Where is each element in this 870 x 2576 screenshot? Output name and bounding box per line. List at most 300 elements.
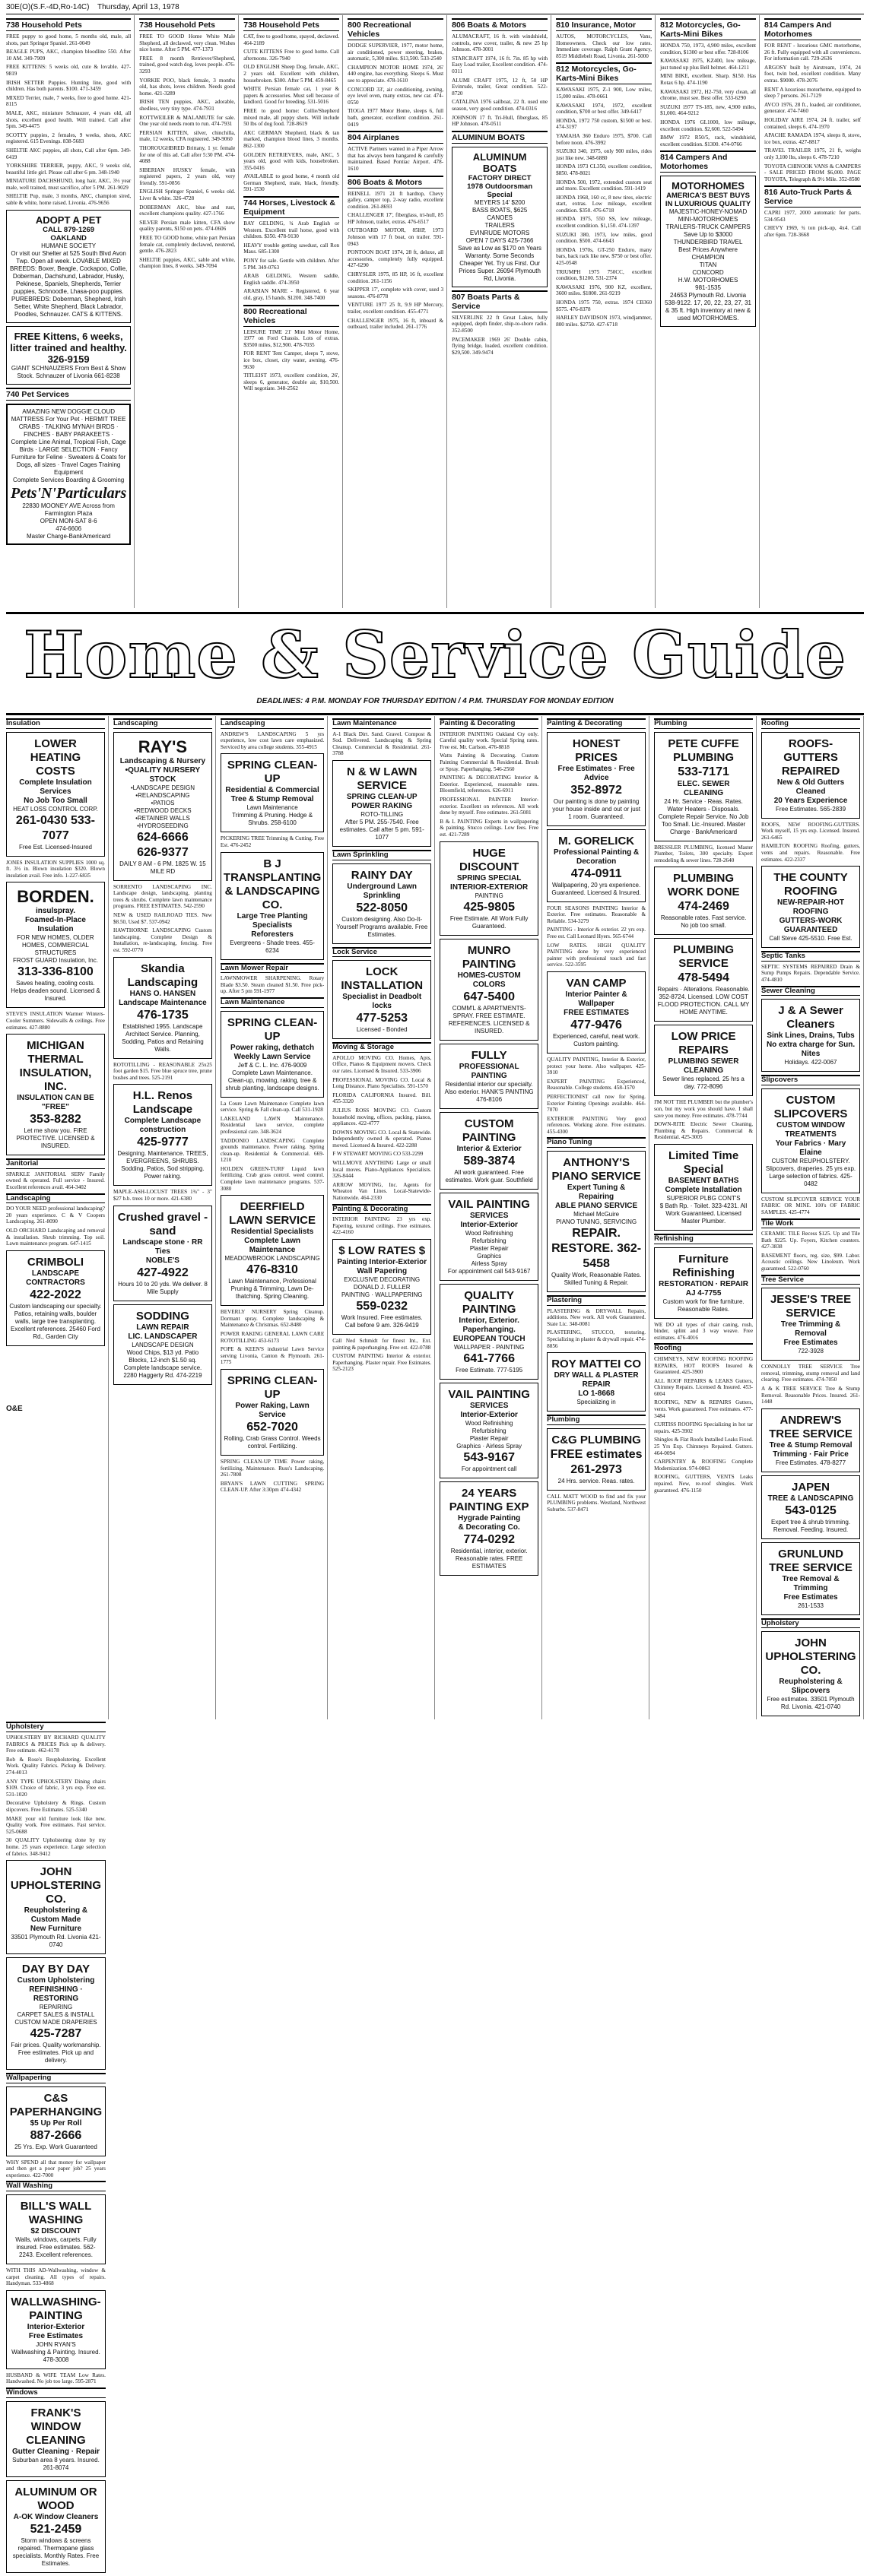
service-ad-line: Residential Specialists [230, 1228, 314, 1237]
classified-ad: FREE 8 month Retriever/Shepherd, trained, good watch dog, loves people. 476-3293 [139, 55, 236, 74]
classified-ad: TRAVEL TRAILER 1975, 21 ft, weighs only 3,100 lbs, sleeps 6. 478-7210 [764, 147, 861, 160]
service-ad-line: Graphics · Airless Spray [456, 1442, 522, 1450]
service-ad-body: Rolling, Crab Grass Control. Weeds control. Fertilizing. [224, 1435, 321, 1450]
service-ad-body: CUSTOM REUPHOLSTERY. Slipcovers, draperies. 25 yrs exp. Large selection of fabrics. 425-0482 [765, 1157, 856, 1187]
category-heading: Painting & Decorating [440, 718, 538, 729]
service-ad-line: Expert Tuning & Repairing [567, 1183, 626, 1202]
service-ad-line: Tree Trimming & Removal [780, 1320, 841, 1339]
service-ad-line: 887-2666 [30, 2128, 82, 2142]
service-ad-line: ANDREW'S TREE SERVICE [769, 1413, 853, 1440]
service-ad-line: PETE CUFFE PLUMBING [668, 737, 739, 764]
service-ad-body: Established 1955. Landscape Architect Service. Planning, Sodding, Patios and Retaining Walls. [122, 1022, 204, 1053]
service-ad-line: No Job Too Small [24, 796, 87, 805]
service-ad-line: insulspray. [35, 907, 75, 916]
pets-n-particulars-ad [6, 404, 131, 545]
service-ad-body: Free estimates. 33501 Plymouth Rd. Livonia. 421-0740 [767, 1696, 855, 1711]
service-ad-line: FOR NEW HOMES, OLDER HOMES, COMMERCIAL STRUCTURES [17, 934, 94, 957]
service-ad: HAWTHORNE LANDSCAPING Custom landscaping. Complete Design & Installation, re-landscaping, fencing. Free est. 592-0770 [113, 927, 212, 953]
service-ad-line: ANTHONY'S PIANO SERVICE [551, 1156, 641, 1183]
service-display-ad [761, 866, 860, 948]
service-display-ad [547, 1428, 646, 1491]
classified-ad: IRISH TEN puppies, AKC, adorable, shedless, very tiny type. 474-7931 [139, 99, 236, 112]
service-ad-line: Free Estimates [783, 1592, 838, 1602]
service-display-ad [761, 999, 860, 1072]
service-display-ad [440, 1481, 538, 1576]
service-ad-line: Reforesters [251, 930, 294, 939]
service-ad-line: LANDSCAPE CONTRACTORS [26, 1269, 85, 1287]
category-heading: Landscaping [113, 718, 212, 729]
service-ad: INTERIOR PAINTING 23 yrs exp. Papering, textured ceilings. Free estimates. 422-4160 [332, 1216, 432, 1236]
guide-column [6, 716, 109, 1719]
pet-shop-logo: Pets'N'Particulars [11, 484, 127, 502]
service-ad: SPRING CLEAN-UP TIME Power raking, fertilizing, Maintenance. Russ's Landscaping. 261-7808 [220, 1459, 325, 1478]
service-ad-line: CARPET SALES & INSTALL [17, 2011, 95, 2019]
service-ad-line: Foamed-In-Place Insulation [24, 916, 86, 934]
classified-ad: CHEVY 1969, ¾ ton pick-up, 4x4. Call after 6pm. 728-3668 [764, 225, 861, 239]
service-ad-line: Tree Removal & Trimming [782, 1574, 840, 1592]
service-ad: LAWNMOWER SHARPENING. Rotary Blade $3.50. Steam cleaned $1.50. Free pick-up. After 5 pm 591-1977 [220, 975, 325, 995]
classified-ad: ACTIVE Partners wanted in a Piper Arrow that has always been hangared & carefully maintained. Based Pontiac Airport. 478-1610 [348, 146, 444, 172]
service-display-ad [761, 732, 860, 819]
service-ad-line: Power raking, dethatch [230, 1043, 315, 1052]
service-ad-line: Underground Lawn Sprinkling [347, 882, 418, 900]
service-display-ad [761, 1475, 860, 1539]
service-ad-line: 477-9476 [570, 1018, 622, 1031]
service-ad-line: Reupholstering & Slipcovers [779, 1678, 843, 1696]
service-ad-line: ALUMINUM OR WOOD [14, 2485, 97, 2512]
service-ad-line: SERVICES [469, 1211, 509, 1220]
service-ad-body: All work guaranteed. Free estimates. Work guar. Southfield [445, 1168, 533, 1183]
classified-ad: RENT A luxurious motorhome, equipped to sleep 7 persons. 261-7129 [764, 86, 861, 100]
display-ad-line: CALL 879-1269 [43, 225, 95, 234]
service-ad-body: Suburban area 8 years. Insured. 261-8074 [12, 2456, 100, 2471]
classified-ad: VENTURE 1977 25 ft, 9.9 HP Mercury, trailer, excellent condition. 455-4771 [348, 302, 444, 315]
display-ad-line: OAKLAND [50, 233, 87, 242]
display-ad-line: HUMANE SOCIETY [41, 242, 97, 249]
classified-ad: CATALINA 1976 sailboat, 22 ft. used one season, very good condition. 474-0316 [452, 99, 548, 112]
display-ad-line: TRAILERS [484, 221, 515, 229]
service-ad: BRYAN'S LAWN CUTTING SPRING CLEAN-UP. After 3:30pm 474-4342 [220, 1480, 325, 1494]
service-ad-line: EXCLUSIVE DECORATING [344, 1276, 421, 1283]
service-ad-line: 427-4922 [137, 1266, 189, 1279]
service-display-ad [221, 753, 324, 832]
service-ad: MAKE your old furniture look like new. Quality work. Free estimates. Fast service. 525-0688 [6, 1815, 106, 1835]
service-display-ad [113, 957, 212, 1059]
classified-ad: ALUMACRAFT, 16 ft. with windshield, controls, new cover, trailer, & new 25 hp Johnson. 478-3001 [452, 33, 548, 53]
service-ad-body: Storm windows & screens repaired. Thermopane glass specialists. Monthly Rates. Free Estimates. [12, 2536, 100, 2567]
service-ad-line: VAN CAMP [566, 976, 627, 990]
service-ad-line: 521-2459 [30, 2522, 82, 2536]
service-ad-line: Interior & Exterior [456, 1144, 522, 1153]
service-display-ad [6, 2086, 106, 2156]
display-ad-line: ADOPT A PET [35, 214, 102, 226]
service-ad: Watts Painting & Decorating. Custom Painting Commercial & Residential. Brush or Spray. Paperhanging. 546-2560 [440, 753, 539, 772]
service-display-ad [440, 1044, 538, 1109]
section-heading: 806 Boats & Motors [452, 18, 548, 31]
service-ad-line: LOWER HEATING COSTS [30, 737, 81, 778]
service-ad-line: FRANK'S WINDOW CLEANING [26, 2406, 86, 2447]
service-ad-line: ROTO-TILLING [360, 810, 404, 818]
classified-ad: ALUMI CRAFT 1975, 12 ft, 50 HP Evinrude, trailer, Great condition. 522-8720 [452, 77, 548, 97]
service-ad-body: $ Bath Rp. · Toilet. 323-4231. All Work Guaranteed. Licensed Master Plumber. [659, 1202, 748, 1225]
service-display-ad [332, 1239, 431, 1335]
category-heading: Septic Tanks [761, 951, 860, 962]
service-ad-line: PLUMBING SERVICE [673, 943, 735, 971]
service-ad-line: 425-9777 [137, 1136, 189, 1149]
category-heading: Piano Tuning [547, 1137, 646, 1148]
section-heading: 812 Motorcycles, Go-Karts-Mini Bikes [660, 18, 756, 40]
service-ad-line: LIC. LANDSCAPER [128, 1332, 198, 1341]
service-ad: A-1 Black Dirt. Sand. Gravel. Compost & Sod. Delivered. Landscaping & Spring Cleanup. Commercial & Residential. 261-3788 [332, 730, 432, 757]
service-ad-line: 477-5253 [356, 1012, 408, 1025]
service-ad: PERFECTIONIST call now for Spring. Exterior Painting Openings available. 464-7070 [547, 1093, 646, 1114]
service-ad: FOUR SEASONS PAINTING Interior & Exterior. Free estimates. Reasonable & Reliable. 534-3279 [547, 905, 646, 924]
service-display-ad [6, 732, 105, 857]
classified-ad: SILVER Persian male kitten, CFA show quality parents, $150 on pets. 474-0606 [139, 219, 236, 233]
service-ad: BASEMENT floors, reg. size, $99. Labor. Acoustic ceilings. New Linoleum. Work guaranteed. 522-0760 [761, 1252, 860, 1272]
service-ad-body: Experienced, careful, neat work. Custom painting. [552, 1032, 640, 1047]
service-ad-line: 24 YEARS PAINTING EXP [449, 1486, 529, 1513]
category-heading: Lawn Sprinkling [332, 850, 431, 860]
guide-column [332, 716, 435, 1719]
service-ad-line: MICHIGAN THERMAL INSULATION, INC. [19, 1039, 92, 1094]
display-ad-line: TITAN [699, 261, 717, 269]
service-ad: ROOFING, GUTTERS, VENTS Leaks repaired. New, re-roof shingles. Work guaranteed. 476-1150 [654, 1474, 754, 1494]
classified-ad: MINIATURE DACHSHUND, long hair, AKC, 3½ year male, well trained, must sacrifice, after 5 PM. 261-9029 [6, 178, 132, 191]
section-heading: 816 Auto-Truck Parts & Service [764, 185, 861, 208]
service-ad: PLASTERING, STUCCO, texturing. Specializing in plaster & drywall repair. 474-8856 [547, 1329, 646, 1349]
classified-column [348, 15, 447, 608]
classified-ad: HEAVY trouble getting sawdust, call Ron Maus. 685-1300 [243, 242, 340, 255]
classified-ad: OUTBOARD MOTOR, 85HP, 1973 Johnson with 17 ft boat, on trailer. 591-0943 [348, 227, 444, 247]
service-ad-line: 559-0232 [356, 1300, 408, 1313]
classified-ad: MIXED Terrier, male, 7 weeks, free to good home. 421-8115 [6, 94, 132, 108]
service-ad: PLASTERING & DRYWALL Repairs, additions. New work. All work Guaranteed. State Lic. 348-0081 [547, 1307, 646, 1327]
service-ad-line: Free Estimates [783, 1339, 838, 1348]
page-header-strip [6, 3, 864, 14]
service-ad: DOWNS MOVING CO. Local & Statewide. Independently owned & operated. Pianos moved. Licensed & Insured. 422-2288 [332, 1129, 432, 1149]
service-ad-line: SPRING CLEAN-UP [227, 1374, 318, 1401]
service-display-ad [654, 1247, 753, 1319]
category-heading: Wallpapering [6, 2073, 106, 2083]
classified-column [139, 15, 239, 608]
service-ad-body: Walls, windows, carpets. Fully insured. Free estimates. 562-2243. Excellent references. [15, 2236, 97, 2259]
service-ad-line: TREE & LANDSCAPING [767, 1494, 854, 1503]
service-display-ad [547, 732, 646, 826]
service-ad-body: Licensed - Bonded [356, 1026, 408, 1034]
service-ad: PAINTING - Interior & exterior. 22 yrs exp. Free est. Call Leonard Hyers. 565-6744 [547, 927, 646, 939]
service-display-ad [547, 1352, 646, 1412]
service-ad-line: H.L. Renos Landscape [132, 1089, 193, 1117]
service-ad-line: 476-8310 [246, 1263, 298, 1277]
classified-ad: CONCORD 33', air conditioning, awning, eye level oven, many extras, new car. 474-0550 [348, 86, 444, 106]
category-heading: Landscaping [221, 718, 324, 729]
service-ad-line: 624-6666 [137, 830, 189, 844]
classified-ad: SUZUKI 1977 TS-185, new, 4,900 miles, $1,000. 464-9212 [660, 103, 757, 117]
classified-ad: CHALLENGER 17', fiberglass, tri-hull, 85 HP Johnson, trailer, extras. 476-6517 [348, 212, 444, 225]
service-ad-line: FREE estimates 261-2973 [550, 1447, 643, 1476]
service-ad: CHIMNEYS, NEW ROOFING ROOFING REPAIRS, HOT ROOFS Insured & Guaranteed. 425-3900 [654, 1355, 754, 1376]
service-ad: WILLMOVE ANYTHING Large or small local moves. Piano-Appliances Specialists. 326-8444 [332, 1160, 432, 1180]
section-heading: 800 Recreational Vehicles [243, 305, 339, 327]
service-ad-line: Large Tree Planting Specialists [237, 911, 308, 930]
display-ad-body: Or visit our Shelter at 525 South Blvd Avon Twp. Open all week. LOVABLE MIXED BREEDS: Boxer, Beagle, Cockapoo, Collie, Doberman, Dachshund, Labrador, Husky, Pekinese, Spaniels, Shepherds, Terrier puppies, Schnoodle, Lhasa-poo puppies. PUREBREDS: Doberman, Shepherd, Irish Setter, White Shepherd, Black Labrador, Poodles, Schnauzer. CATS & KITTENS. [9, 249, 128, 318]
service-ad-line: FROST GUARD Insulation, Inc. [13, 957, 98, 965]
category-heading: Plastering [547, 1295, 646, 1306]
category-heading: Insulation [6, 718, 105, 729]
guide-title: Home & Service Guide [24, 617, 846, 692]
service-ad-body: DAILY 8 AM - 6 PM. 1825 W. 15 MILE RD [119, 860, 206, 875]
classified-ad: HONDA 1976 GL1000, low mileage, excellent condition. $2,600. 522-5494 [660, 119, 757, 132]
service-ad: POWER RAKING GENERAL LAWN CARE ROTOTILLING 453-6173 [220, 1331, 325, 1344]
home-service-guide-masthead [6, 612, 864, 715]
service-display-ad [113, 1304, 212, 1385]
service-ad-line: HUGE DISCOUNT [459, 846, 519, 873]
service-ad-line: Specialist in Deadbolt locks [342, 993, 422, 1011]
service-display-ad [440, 939, 538, 1041]
pet-shop-cards: Master Charge-BankAmericard [26, 532, 111, 540]
classified-ad: JOHNSON 17 ft. Tri-Hull, fiberglass, 85 HP Johnson. 478-0511 [452, 114, 548, 128]
service-ad: EXTERIOR PAINTING Very good references. Working alone. Free estimates. 455-4300 [547, 1115, 646, 1135]
service-ad-body: Expert tree & shrub trimming. Removal. Feeding. Insured. [771, 1518, 851, 1533]
service-ad-line: RAINY DAY [351, 868, 413, 882]
service-ad-body: Trimming & Pruning. Hedge & Shrubs. 258-6100 [232, 812, 313, 827]
service-ad: F W STEWART MOVING CO 533-2299 [332, 1151, 424, 1158]
service-ad-line: 641-7766 [463, 1351, 515, 1365]
service-ad-line: MUNRO PAINTING [462, 943, 516, 971]
category-heading: Wall Washing [6, 2181, 106, 2191]
service-ad: JULIUS ROSS MOVING CO. Custom household moving, offices, packing, pianos, appliances. 422-4777 [332, 1107, 432, 1127]
service-ad: ANDREW'S LANDSCAPING 5 yrs experience, low cost lawn care emphasized. Serviced by area college students. 355-4915 [220, 730, 325, 750]
service-ad: PAINTING & DECORATING Interior & Exterior. Experienced, reasonable rates. Bloomfield, references. 626-6911 [440, 775, 539, 794]
service-ad-body: Saves heating, cooling costs. Helps deaden sound. Licensed & Insured. [11, 980, 100, 1003]
service-ad-line: FREE ESTIMATES [564, 1008, 630, 1017]
service-ad-line: 774-0292 [463, 1532, 515, 1546]
classified-ad: ENGLISH Springer Spaniel, 6 weeks old. Liver & white. 326-4728 [139, 189, 236, 202]
service-ad-line: ROY MATTEI CO [551, 1358, 641, 1371]
service-ad-body: Custom work for fine furniture. Reasonable Rates. [662, 1298, 745, 1313]
pet-shop-services: Complete Services Boarding & Grooming [12, 476, 125, 483]
service-display-ad [332, 960, 431, 1039]
service-ad: PROFESSIONAL PAINTER Interior-exterior. Excellent on references. All work done by myself. Free estimates. 261-5081 [440, 796, 539, 816]
guide-column [113, 716, 216, 1719]
service-ad-line: •PATIOS [151, 799, 175, 806]
guide-column [221, 716, 328, 1719]
service-ad-line: 425-9805 [463, 900, 515, 914]
classified-ad: FREE puppy to good home, 5 months old, male, all shots, part Springer Spaniel. 261-0049 [6, 33, 132, 46]
service-ad: SPARKLE JANITORIAL SERV Family owned & operated. Full service - Insured. Excellent references avail. 464-3402 [6, 1171, 105, 1190]
service-ad-body: Specializing in [576, 1399, 616, 1406]
section-heading: 804 Airplanes [348, 131, 443, 144]
classified-ad: TITLEIST 1973, excellent condition, 26', sleeps 6, generator, double air, $10,500. Will negotiate. 348-2562 [243, 372, 340, 392]
service-ad-line: Landscape stone · RR Ties [122, 1237, 203, 1256]
service-ad-line: 543-9167 [463, 1450, 515, 1464]
classified-ad: AVAILABLE to good home, 4 month old German Shepherd, male, black, friendly. 591-1530 [243, 173, 340, 193]
service-ad-line: Complete Insulation Services [19, 778, 92, 796]
display-ad-line: H.W. MOTORHOMES [678, 277, 738, 284]
classified-ad: KAWASAKI 1975, Z-1 900, Low miles, 15,000 miles. 478-0661 [556, 87, 652, 100]
classified-ad: SHELTIE puppies, AKC, sable and white, champion lines, 8 weeks. 349-7094 [139, 256, 236, 270]
display-ad-box [452, 147, 548, 287]
classified-ad: KAWASAKI 1975, KZ400, low mileage, just tuned up plus Bell helmet. 464-1211 [660, 58, 757, 71]
service-ad-line: SERVICES [469, 1401, 509, 1410]
section-heading: 814 Campers And Motorhomes [660, 151, 756, 173]
service-ad-line: BORDEN. [17, 887, 94, 907]
service-ad-line: NOBLE'S [145, 1256, 179, 1265]
service-display-ad [654, 1025, 753, 1096]
classified-ad: AKC GERMAN Shepherd, black & tan marked, champion blood lines, 3 months. 862-1300 [243, 129, 340, 149]
service-ad-line: J & A Sewer Cleaners [778, 1004, 843, 1031]
service-ad-line: NEW-REPAIR-HOT ROOFING [777, 898, 844, 917]
classified-ad: BMW 1972 R50/5, rack, windshield, excellent condition. $1300. 474-0766 [660, 135, 757, 147]
service-ad-line: JOHN RYAN'S [36, 2340, 76, 2348]
display-ad-line: Save Up to $3000 [684, 231, 733, 239]
service-ad-line: DEERFIELD LAWN SERVICE [229, 1200, 316, 1228]
service-ad-line: PAINTING [471, 1071, 507, 1080]
section-heading: 806 Boats & Motors [348, 176, 443, 189]
classified-ad: DODGE SUPERVIER, 1977, motor home, air conditioned, power steering, brakes, automatic, 5,300 miles. $13,500. 533-2540 [348, 43, 444, 62]
service-ad: FLORIDA CALIFORNIA Insured. Bill. 455-3320 [332, 1092, 432, 1105]
service-ad-line: RESTORATION · REPAIR [659, 1279, 748, 1288]
service-ad: WITH THIS AD-Wallwashing, window & carpet cleaning. All types of repairs. Handyman. 533-4868 [6, 2267, 106, 2287]
classified-ad: IRISH SETTER Puppies. Hunting line, good with children. Has both parents. $100. 471-3459 [6, 79, 132, 93]
service-ad-line: INTERIOR-EXTERIOR [450, 882, 529, 892]
service-ad-body: For appointment call [461, 1465, 517, 1472]
classified-ad: THOROUGHBRED Brittany, 1 yr. female for one of this ad. Call after 5:30 PM. 474-4088 [139, 144, 236, 165]
service-ad-line: C&S PAPERHANGING [9, 2091, 103, 2118]
classified-ad: FREE TO GOOD home, white part Persian female cat, completely declawed, neutered, gentle. 476-2823 [139, 235, 236, 255]
service-display-ad [6, 2480, 106, 2573]
classified-ad: SCOTTY puppies, 2 females, 9 weeks, shots, AKC registered. 615 Evenings. 838-5683 [6, 131, 132, 145]
classified-ad: TRIUMPH 1975 750CC, excellent condition, $1200. 531-2374 [556, 268, 652, 282]
service-ad-line: & Decorating Co. [458, 1522, 520, 1532]
service-ad-line: B J TRANSPLANTING & LANDSCAPING CO. [223, 857, 322, 911]
service-ad-body: After 5 PM. 255-7540. Free estimates. Call after 5 pm. 591-1077 [339, 818, 424, 841]
service-ad-line: PAINTING [475, 892, 503, 899]
display-ad-line: MEYERS 14' $200 [474, 198, 525, 206]
service-ad-line: Your Fabrics · Mary Elaine [775, 1139, 846, 1157]
pet-shop-address: 22830 MOONEY AVE Across from Farmington Plaza [22, 502, 115, 517]
classified-ad: CUTE KITTENS Free to good home. Call afternoons. 326-7940 [243, 49, 340, 62]
service-ad-body: Sewer lines replaced. 25 hrs a day. 772-8096 [662, 1076, 745, 1091]
service-display-ad [761, 1088, 860, 1193]
classified-ad: HONDA 1973 CL350, excellent condition, $850. 478-8021 [556, 163, 652, 176]
service-ad-line: GRUNLUND TREE SERVICE [769, 1547, 853, 1574]
category-heading: Upholstery [761, 1618, 860, 1629]
classified-ad: HONDA 1975 750, extras. 1974 CB360 $575. 476-8378 [556, 299, 652, 312]
classified-ad: SKIPPER 17', complete with cover, used 3 seasons. 476-8778 [348, 287, 444, 299]
service-display-ad [654, 732, 753, 841]
service-ad-body: For appointment call 543-9167 [447, 1267, 531, 1275]
service-ad-line: CRIMBOLI [27, 1255, 84, 1269]
classified-ad: MINI BIKE, excellent. Sharp. $150. Has Rotax 6 hp. 474-1190 [660, 73, 757, 86]
service-ad-line: CUSTOM PAINTING [462, 1117, 516, 1144]
pet-shop-features: AMAZING NEW DOGGIE CLOUD MATTRESS For Your Pet · HERMIT TREE CRABS · TALKING MYNAH BIRDS · FINCHES · BABY PARAKEETS · Complete Line Animal, Tropical Fish, Cage Birds · LARGE SELECTION · Fancy Furniture for Feline · Sweaters & Coats for Dogs, all sizes · Travel Cages Training Equipment [11, 407, 126, 476]
service-display-ad [440, 1284, 538, 1380]
service-ad-line: WALLWASHING-PAINTING [11, 2295, 101, 2322]
service-ad-line: 626-9377 [137, 845, 189, 859]
service-ad-line: No extra charge for Sun. Nites [766, 1041, 856, 1059]
service-ad: WHY SPEND all that money for wallpaper and then get a poor paper job? 25 years experience. 422-7000 [6, 2159, 106, 2178]
deadlines-line: DEADLINES: 4 P.M. MONDAY FOR THURSDAY EDITION / 4 P.M. THURSDAY FOR MONDAY EDITION [256, 697, 614, 705]
service-display-ad [6, 1250, 105, 1346]
service-ad-line: Free Estimates [28, 2331, 84, 2340]
service-ad-line: LO 1-8668 [578, 1389, 615, 1399]
service-ad-line: CUSTOM WINDOW TREATMENTS [776, 1120, 845, 1139]
display-ad-line: CONCORD [692, 269, 724, 277]
service-display-ad [221, 1011, 324, 1098]
classified-ad: FREE TO GOOD Home White Male Shepherd, all declawed, very clean. Wishes nice home. After 5 PM. 477-1373 [139, 33, 236, 53]
category-heading: Janitorial [6, 1158, 105, 1169]
service-ad-line: Trimming · Fair Price [773, 1450, 849, 1459]
service-ad-line: Interior, Exterior. Paperhanging. [459, 1316, 519, 1334]
service-display-ad [440, 1112, 538, 1190]
service-ad: UPHOLSTERY BY RICHARD QUALITY FABRICS & PRICES Pick up & delivery. Free estimate. 462-4178 [6, 1735, 106, 1754]
service-ad-line: Plaster Repair [469, 1244, 509, 1252]
service-ad-line: SUPERIOR PLBG CONT'S [666, 1194, 741, 1202]
service-display-ad [547, 971, 646, 1054]
display-ad-line: AMERICA'S BEST BUYS [666, 192, 751, 201]
classified-ad: WHITE Persian female cat, 1 year & papers & accessories. Must sell because of landlord. Good for breeding. 531-5016 [243, 86, 340, 106]
classified-ad: AUTOS, MOTORCYCLES, Vans, Homeowners. Check our low rates. Immediate coverage. Ralph Grant Agency, 8519 Middlebelt Road, Livonia. 261-5000 [556, 33, 652, 59]
issue-date: Thursday, April 13, 1978 [97, 3, 179, 11]
service-ad-line: EUROPEAN TOUCH [452, 1334, 525, 1343]
service-ad-body: 261-1533 [798, 1602, 824, 1609]
classified-ad: HONDA 1975, 550 SS, low mileage, excellent condition. $1,150. 474-1397 [556, 216, 652, 230]
classified-ad: CAPRI 1977, 2000 automatic for parts. 534-9543 [764, 210, 861, 223]
service-ad-line: DRY WALL & PLASTER REPAIR [554, 1371, 639, 1389]
service-ad-line: ABLE PIANO SERVICE [555, 1202, 638, 1211]
service-ad: BRESSLER PLUMBING, licensed Master Plumber, Toilets, 300 specialty. Expert remodeling & sewer lines. 728-2640 [654, 844, 754, 863]
service-ad-line: Limited Time Special [668, 1149, 739, 1176]
service-ad: PICKERING TREE Trimming & Cutting. Free Est. 476-2452 [220, 835, 325, 848]
service-ad-line: •RELANDSCAPING [135, 791, 190, 799]
service-ad: B & L PAINTING Experts in wallpapering & painting. Stucco ceilings. Low fees. Free est. 421-7289 [440, 818, 539, 838]
display-ad-line: THUNDERBIRD TRAVEL [673, 239, 743, 246]
service-ad-line: Complete Landscape construction [124, 1117, 202, 1135]
classified-ad: GOLDEN RETRIEVERS, male, AKC, 5 years old, good with kids, housebroken. 355-0416 [243, 151, 340, 171]
service-ad-line: HONEST PRICES [572, 737, 621, 764]
service-ad-line: REFINISHING · RESTORING [29, 1985, 83, 2004]
service-display-ad [440, 1193, 538, 1281]
section-heading: 744 Horses, Livestock & Equipment [243, 196, 339, 218]
service-ad-line: ELEC. SEWER CLEANING [677, 779, 730, 797]
classified-ad: CHRYSLER 1975, 85 HP, 16 ft, excellent condition. 261-1156 [348, 271, 444, 284]
footer-code: O&E [6, 1405, 23, 1413]
service-ad-line: WALLPAPER - PAINTING [454, 1343, 525, 1351]
service-ad: OLD ORCHARD Landscaping and removal & installation. Shrub trimming. Top soil. Lawn maintenance program. 647-1415 [6, 1227, 105, 1247]
service-ad: DOWN-RITE Electric Sewer Cleaning, Plumbing & Repairs. Commercial & Residential. 425-3005 [654, 1121, 754, 1141]
service-ad-line: Complete Installation [665, 1185, 742, 1194]
service-ad-line: 422-2022 [30, 1288, 81, 1301]
service-ad-body: Free Est. Licensed-Insured [18, 843, 92, 851]
service-ad-line: 353-8282 [30, 1113, 81, 1126]
classified-ad: HOLIDAY AIRE 1974, 24 ft. trailer, self contained, sleeps 6. 474-1970 [764, 116, 861, 130]
display-ad-box [660, 176, 756, 327]
service-ad-line: JAPEN [792, 1480, 830, 1494]
service-ad: SEPTIC SYSTEMS REPAIRED Drain & Sump Pumps Repairs. Dependable Service. 474-4810 [761, 963, 860, 983]
service-display-ad [761, 1631, 860, 1716]
category-heading: Sewer Cleaning [761, 986, 860, 996]
service-ad: EXPERT PAINTING Experienced, Reasonable. College students. 458-1570 [547, 1078, 646, 1092]
service-ad-line: 647-5400 [463, 990, 515, 1003]
service-ad-line: DAY BY DAY [21, 1963, 90, 1976]
service-ad-body: 25 Yrs. Exp. Work Guaranteed [14, 2143, 97, 2150]
service-ad-body: Wood Chips, $13 yd. Patio Blocks, 12-inch $1.50 sq. Complete landscape service. 2280 Haggerty Rd. 474-2219 [123, 1348, 202, 1379]
service-ad-body: Call Steve 425-5510. Free Est. [769, 935, 853, 943]
classified-ad: LEISURE TIME 21' Mini Motor Home, 1977 on Ford Chassis. Lots of extras. $3500 miles, $12,900. 478-7035 [243, 328, 340, 348]
service-ad: Bob & Rose's Reupholstering. Excellent Work. Quality Fabrics. Pickup & Delivery. 274-4013 [6, 1756, 106, 1776]
